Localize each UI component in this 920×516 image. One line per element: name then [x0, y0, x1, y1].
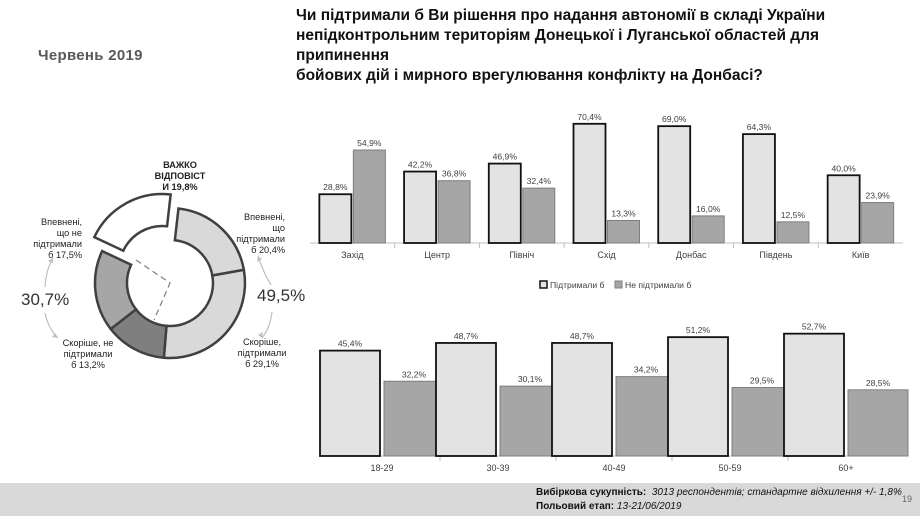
donut-slice-label-line: ВІДПОВІСТ [154, 171, 206, 181]
bar-not-support [777, 222, 809, 243]
bar-value-label: 42,2% [407, 159, 433, 170]
chart-title [296, 6, 906, 86]
bar-not-support [732, 388, 792, 456]
donut-slice-label-line: Скоріше, не [62, 338, 114, 348]
bar-value-label: 34,2% [633, 364, 659, 375]
title-line-3: бойових дій і мирного врегулювання конфлікту на Донбасі? [296, 67, 763, 84]
donut-slice-label-line: б 13,2% [71, 360, 105, 370]
donut-slice-label-line: підтримали [63, 349, 113, 359]
category-label: Центр [424, 250, 450, 260]
category-label: Захід [341, 250, 364, 260]
not-support-arrow-bottom [45, 313, 58, 338]
bar-not-support [523, 188, 555, 243]
title-line-1: Чи підтримали б Ви рішення про надання автономії в складі України [296, 7, 826, 24]
category-label: 30-39 [486, 463, 510, 473]
category-label: 40-49 [602, 463, 626, 473]
bar-value-label: 32,4% [526, 176, 551, 187]
category-label: Київ [851, 250, 870, 260]
donut-slice-label-line: що не [56, 228, 82, 238]
donut-slice-label-4 [33, 217, 82, 260]
total-not-support-label: 30,7% [21, 290, 70, 309]
age-bar-chart [310, 298, 910, 483]
donut-slice-label-line: И 19,8% [162, 182, 198, 192]
region-bar-chart [310, 80, 910, 295]
support-arrow-top [258, 256, 271, 285]
bar-support [320, 351, 380, 456]
title-line-2: непідконтрольним територіям Донецької і Луганської областей для припинення [296, 27, 820, 64]
bar-not-support [500, 386, 560, 456]
bar-support [489, 164, 521, 243]
category-label: 50-59 [718, 463, 742, 473]
stage-label: Польовий етап: [536, 501, 615, 512]
bar-support [828, 175, 860, 243]
bar-not-support [353, 150, 385, 243]
category-label: Південь [759, 250, 793, 260]
total-support-label: 49,5% [257, 286, 306, 305]
footer [0, 483, 920, 516]
bar-value-label: 69,0% [662, 114, 687, 125]
donut-slice-label-line: ВАЖКО [163, 160, 197, 170]
bar-not-support [848, 390, 908, 456]
bar-value-label: 29,5% [749, 375, 775, 386]
bar-value-label: 13,3% [611, 208, 636, 219]
bar-not-support [692, 216, 724, 243]
bar-value-label: 51,2% [685, 325, 711, 336]
bar-value-label: 52,7% [801, 321, 827, 332]
bar-not-support [862, 203, 894, 243]
bar-value-label: 28,8% [323, 182, 348, 193]
legend-swatch-1 [615, 281, 622, 288]
bar-not-support [384, 381, 444, 456]
bar-value-label: 54,9% [357, 138, 382, 149]
bar-value-label: 28,5% [865, 377, 891, 388]
bar-support [436, 343, 496, 456]
bar-value-label: 64,3% [746, 122, 772, 133]
donut-slice-label-line: підтримали [33, 239, 82, 249]
donut-slice-label-1 [236, 212, 285, 255]
donut-chart [0, 150, 306, 450]
donut-slice-1 [175, 208, 244, 275]
bar-support [552, 343, 612, 456]
bar-value-label: 40,0% [831, 163, 856, 174]
bar-value-label: 45,4% [337, 338, 363, 349]
donut-slice-label-line: б 29,1% [245, 359, 279, 369]
category-label: Донбас [675, 250, 707, 260]
donut-slice-label-line: підтримали [236, 234, 285, 244]
arrow-head [52, 333, 58, 338]
donut-slice-label-line: б 17,5% [48, 250, 82, 260]
donut-slice-label-0 [155, 160, 206, 192]
bar-not-support [608, 220, 640, 243]
bar-value-label: 46,9% [492, 151, 517, 162]
donut-slice-label-line: що [272, 223, 285, 233]
donut-slice-label-line: Впевнені, [244, 212, 285, 222]
sample-value: 3013 респондентів; стандартне відхилення +/- 1,8% [651, 487, 902, 498]
legend-label-1: Не підтримали б [625, 280, 692, 290]
bar-value-label: 16,0% [696, 203, 721, 214]
legend-swatch-0 [540, 281, 547, 288]
bar-support [319, 194, 351, 243]
bar-value-label: 23,9% [865, 190, 890, 201]
category-label: 18-29 [370, 463, 394, 473]
donut-slice-label-3 [63, 338, 114, 370]
donut-slice-label-line: Впевнені, [41, 217, 82, 227]
bar-support [574, 124, 606, 243]
footer-stage [536, 501, 681, 512]
bar-value-label: 70,4% [577, 111, 602, 122]
legend-label-0: Підтримали б [550, 280, 605, 290]
footer-sample [536, 487, 902, 498]
bar-support [668, 337, 728, 456]
bar-value-label: 12,5% [780, 209, 806, 220]
bar-support [743, 134, 775, 243]
donut-slice-label-line: підтримали [237, 348, 287, 358]
bar-support [404, 172, 436, 243]
donut-slice-label-2 [238, 337, 287, 369]
stage-value: 13-21/06/2019 [616, 501, 682, 512]
bar-value-label: 30,1% [517, 374, 543, 385]
bar-not-support [616, 377, 676, 456]
donut-slice-label-line: Скоріше, [242, 337, 282, 347]
bar-support [658, 126, 690, 243]
bar-not-support [438, 181, 470, 243]
period-label: Червень 2019 [38, 47, 143, 64]
bar-value-label: 36,8% [441, 168, 467, 179]
support-arrow-bottom [262, 312, 272, 338]
donut-slice-0 [94, 194, 170, 251]
bar-value-label: 48,7% [453, 330, 479, 341]
donut-divider [136, 260, 170, 320]
category-label: 60+ [838, 463, 854, 473]
donut-slice-2 [164, 270, 245, 358]
page-number: 19 [902, 494, 913, 504]
bar-support [784, 334, 844, 456]
category-label: Північ [509, 250, 535, 260]
sample-label: Вибіркова сукупність: [536, 487, 647, 498]
bar-value-label: 32,2% [401, 369, 427, 380]
donut-slice-label-line: б 20,4% [251, 245, 285, 255]
bar-value-label: 48,7% [569, 330, 595, 341]
category-label: Схід [597, 250, 616, 260]
